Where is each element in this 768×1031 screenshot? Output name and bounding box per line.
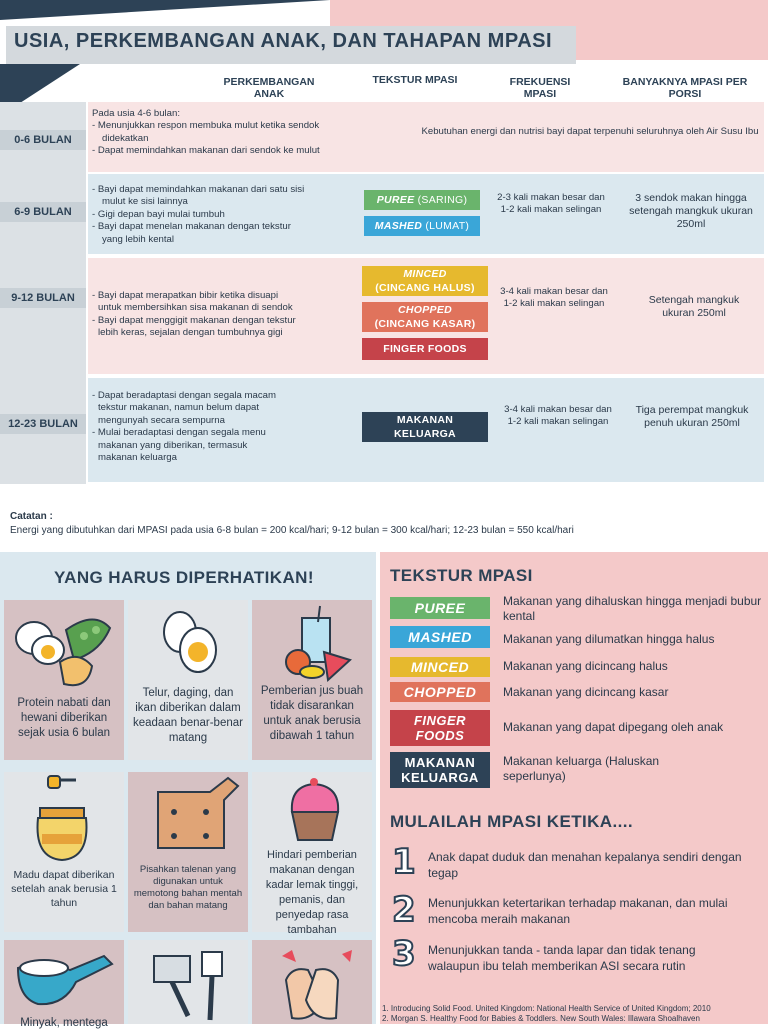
tag-main: MASHED [374,220,423,232]
attention-cell-honey [4,772,124,932]
tag-main: FINGER FOODS [383,343,467,355]
tag-sub: (LUMAT) [425,220,470,232]
texture-desc-minced: Makanan yang dicincang halus [503,659,668,673]
tag-main: CHOPPED [397,304,453,316]
cutting-board-icon [128,772,248,862]
dev-line: - Dapat beradaptasi dengan segala macam [92,390,276,401]
egg-icon [128,600,248,684]
header-navy-band [0,0,330,20]
references [382,1004,711,1024]
dev-line: - Bayi dapat merapatkan bibir ketika disuapi [92,290,279,301]
dev-line: makanan keluarga [98,452,177,464]
attention-text: Minyak, mentega [20,1017,108,1029]
step-number-3: 3 [392,934,416,974]
reference-item: 1. Introducing Solid Food. United Kingdom: National Health Service of United Kingdom; 2010 [382,1004,711,1013]
dev-line: untuk membersihkan sisa makanan di sendok [98,302,293,314]
col-header-texture: TEKSTUR MPASI [372,74,458,86]
tag-main: MAKANAN [396,414,454,426]
attention-text: Pemberian jus buah tidak disarankan untuk anak berusia dibawah 1 tahun [260,685,364,742]
texture-desc-finger-foods: Makanan yang dapat dipegang oleh anak [503,720,724,734]
kitchen-utensils-icon [128,940,248,1024]
step-number-1: 1 [392,842,416,882]
dev-intro: Pada usia 4-6 bulan: [92,108,181,119]
dev-line: - Bayi dapat memindahkan makanan dari satu sisi [92,184,305,195]
protein-food-icon [4,600,124,695]
step-text-2: Menunjukkan ketertarikan terhadap makanan, dan mulai mencoba meraih makanan [428,896,728,926]
dev-6-9 [92,184,362,246]
attention-cell-hands [252,940,372,1024]
dev-line: - Bayi dapat menggigit makanan dengan tekstur [92,314,296,326]
step-text-1: Anak dapat duduk dan menahan kepalanya sendiri dengan tegap [428,850,742,880]
attention-cell-fat-sugar [252,772,372,936]
texture-tag-finger-foods [362,338,488,360]
age-label-0-6: 0-6 BULAN [0,130,86,150]
attention-cell-cutting-board [128,772,248,932]
attention-text: Hindari pemberian makanan dengan kadar lemak tinggi, pemanis, dan penyedap rasa tambahan [265,849,359,936]
attention-cell-protein [4,600,124,760]
attention-title: YANG HARUS DIPERHATIKAN! [54,568,314,587]
texture-tag-chopped [362,302,488,332]
col-header-development: PERKEMBANGAN ANAK [223,76,315,100]
attention-cell-oil [4,940,124,1029]
attention-text: Protein nabati dan hewani diberikan sejak usia 6 bulan [17,697,111,739]
honey-jar-icon [4,772,124,866]
texture-legend-puree: PUREE [390,597,490,619]
texture-desc-chopped: Makanan yang dicincang kasar [503,685,669,699]
texture-legend-minced: MINCED [390,657,490,677]
dev-line: - Bayi dapat menelan makanan dengan tekstur [92,221,291,233]
notes-text: Energi yang dibutuhkan dari MPASI pada usia 6-8 bulan = 200 kcal/hari; 9-12 bulan = 300 kcal/hari; 12-23 bulan = 550 kcal/hari [10,525,574,536]
texture-desc-puree: Makanan yang dihaluskan hingga menjadi bubur kental [503,594,762,623]
texture-title: TEKSTUR MPASI [390,566,533,585]
dev-line: - Mulai beradaptasi dengan segala menu [92,427,266,439]
juice-icon [252,600,372,684]
dev-line: makanan yang diberikan, termasuk [98,439,248,451]
dev-line: mengunyah secara sempurna [98,414,225,426]
attention-text: Telur, daging, dan ikan diberikan dalam keadaan benar-benar matang [133,687,243,744]
notes [10,510,574,538]
amount-9-12: Setengah mangkuk ukuran 250ml [648,294,740,319]
attention-text: Pisahkan talenan yang digunakan untuk memotong bahan mentah dan bahan matang [133,864,243,911]
notes-label: Catatan : [10,511,53,522]
dev-line: lebih keras, sejalan dengan tumbuhnya gigi [98,327,283,339]
step-text-3: Menunjukkan tanda - tanda lapar dan tidak tenang walaupun ibu telah memberikan ASI secara rutin [428,943,696,973]
attention-cell-juice [252,600,372,760]
texture-desc-makanan-keluarga: Makanan keluarga (Haluskan seperlunya) [503,754,660,783]
page-title: USIA, PERKEMBANGAN ANAK, DAN TAHAPAN MPASI [14,30,553,52]
dev-12-23 [92,390,354,464]
tag-sub: (SARING) [417,194,468,206]
note-0-6: Kebutuhan energi dan nutrisi bayi dapat terpenuhi seluruhnya oleh Air Susu Ibu [421,126,759,137]
tag-sub: (CINCANG KASAR) [374,318,476,330]
tag-sub: (CINCANG HALUS) [375,282,475,294]
dev-0-6 [92,108,372,158]
dev-9-12 [92,290,354,340]
age-label-12-23: 12-23 BULAN [0,414,86,434]
cupcake-icon [252,772,372,848]
dev-line: - Dapat memindahkan makanan dari sendok ke mulut [92,145,320,157]
amount-6-9: 3 sendok makan hingga setengah mangkuk ukuran 250ml [629,192,753,230]
washing-hands-icon [252,940,372,1024]
dev-line: yang lebih kental [102,233,175,245]
tag-sub: KELUARGA [394,428,456,440]
texture-legend-finger-foods: FINGER FOODS [390,710,490,746]
freq-9-12: 3-4 kali makan besar dan 1-2 kali makan selingan [500,286,608,310]
dev-line: - Menunjukkan respon membuka mulut ketika sendok [92,120,320,132]
tag-main: PUREE [376,194,415,206]
texture-tag-minced [362,266,488,296]
dev-line: didekatkan [102,132,149,144]
texture-legend-makanan-keluarga: MAKANAN KELUARGA [390,752,490,788]
attention-cell-utensils [128,940,248,1024]
amount-12-23: Tiga perempat mangkuk penuh ukuran 250ml [635,404,749,429]
dev-line: tekstur makanan, namun belum dapat [98,402,260,414]
age-label-6-9: 6-9 BULAN [0,202,86,222]
freq-6-9: 2-3 kali makan besar dan 1-2 kali makan selingan [497,192,605,216]
dev-line: mulut ke sisi lainnya [102,196,188,208]
tag-main: MINCED [403,268,447,280]
texture-legend-chopped: CHOPPED [390,682,490,702]
reference-item: 2. Morgan S. Healthy Food for Babies & Toddlers. New South Wales: Illawara Shoalhaven [382,1014,700,1023]
dev-line: - Gigi depan bayi mulai tumbuh [92,208,225,220]
start-title: MULAILAH MPASI KETIKA.... [390,812,633,831]
measuring-cup-icon [4,940,124,1012]
freq-12-23: 3-4 kali makan besar dan 1-2 kali makan selingan [504,404,612,428]
attention-cell-cooked [128,600,248,760]
texture-desc-mashed: Makanan yang dilumatkan hingga halus [503,632,715,646]
age-label-9-12: 9-12 BULAN [0,288,86,308]
col-header-frequency: FREKUENSI MPASI [509,76,571,100]
title-banner-arrow [556,26,576,64]
col-header-amount: BANYAKNYA MPASI PER PORSI [622,76,748,100]
texture-legend-mashed: MASHED [390,626,490,648]
attention-text: Madu dapat diberikan setelah anak berusia 1 tahun [11,869,117,909]
texture-tag-mashed [364,216,480,236]
texture-tag-makanan-keluarga [362,412,488,442]
step-number-2: 2 [392,890,416,930]
texture-tag-puree [364,190,480,210]
